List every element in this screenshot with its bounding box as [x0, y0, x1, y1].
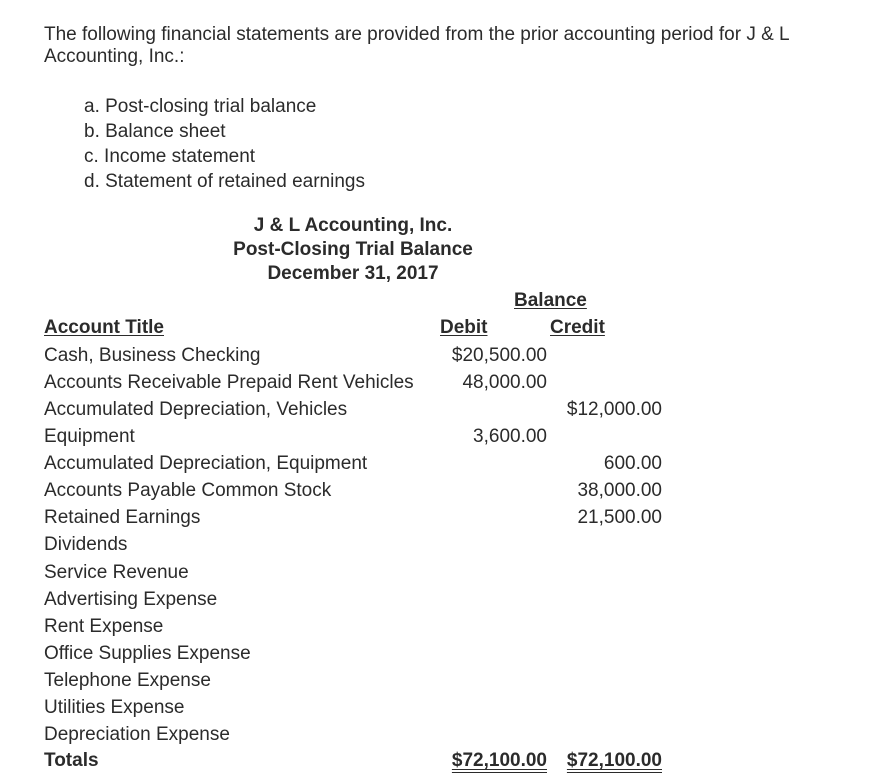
list-item: c. Income statement — [84, 146, 256, 167]
table-row-account: Office Supplies Expense — [44, 643, 251, 664]
debit-header: Debit — [440, 317, 488, 338]
table-row-account: Accumulated Depreciation, Vehicles — [44, 399, 348, 420]
account-title-header: Account Title — [44, 317, 164, 338]
table-row-account: Advertising Expense — [44, 589, 218, 610]
table-row-account: Utilities Expense — [44, 697, 185, 718]
list-item: b. Balance sheet — [84, 121, 226, 142]
table-row-credit: $12,000.00 — [566, 399, 662, 420]
totals-label: Totals — [44, 750, 99, 771]
credit-header: Credit — [550, 317, 605, 338]
list-item: a. Post-closing trial balance — [84, 96, 317, 117]
table-row-debit: $20,500.00 — [451, 345, 547, 366]
intro-paragraph: The following financial statements are provided from the prior accounting period for J & L Accounting, Inc.: — [44, 24, 789, 67]
table-row-account: Accounts Payable Common Stock — [44, 480, 332, 501]
report-heading — [210, 214, 496, 286]
list-item: d. Statement of retained earnings — [84, 171, 365, 192]
report-date: December 31, 2017 — [267, 263, 439, 284]
report-title: Post-Closing Trial Balance — [233, 239, 473, 260]
table-row-account: Rent Expense — [44, 616, 164, 637]
company-name: J & L Accounting, Inc. — [253, 215, 453, 236]
table-row-credit: 21,500.00 — [577, 507, 662, 528]
table-row-account: Telephone Expense — [44, 670, 211, 691]
statement-list — [84, 94, 365, 194]
balance-header: Balance — [514, 290, 587, 311]
table-row-account: Depreciation Expense — [44, 724, 230, 745]
table-row-debit: 3,600.00 — [473, 426, 547, 447]
totals-debit: $72,100.00 — [451, 750, 547, 771]
table-row-credit: 600.00 — [603, 453, 662, 474]
table-row-account: Cash, Business Checking — [44, 345, 261, 366]
table-row-account: Accumulated Depreciation, Equipment — [44, 453, 368, 474]
table-row-account: Accounts Receivable Prepaid Rent Vehicles — [44, 372, 414, 393]
table-row-account: Service Revenue — [44, 562, 189, 583]
table-row-account: Retained Earnings — [44, 507, 201, 528]
table-row-account: Dividends — [44, 534, 128, 555]
totals-credit: $72,100.00 — [566, 750, 662, 771]
table-row-account: Equipment — [44, 426, 135, 447]
table-row-debit: 48,000.00 — [462, 372, 547, 393]
table-row-credit: 38,000.00 — [577, 480, 662, 501]
